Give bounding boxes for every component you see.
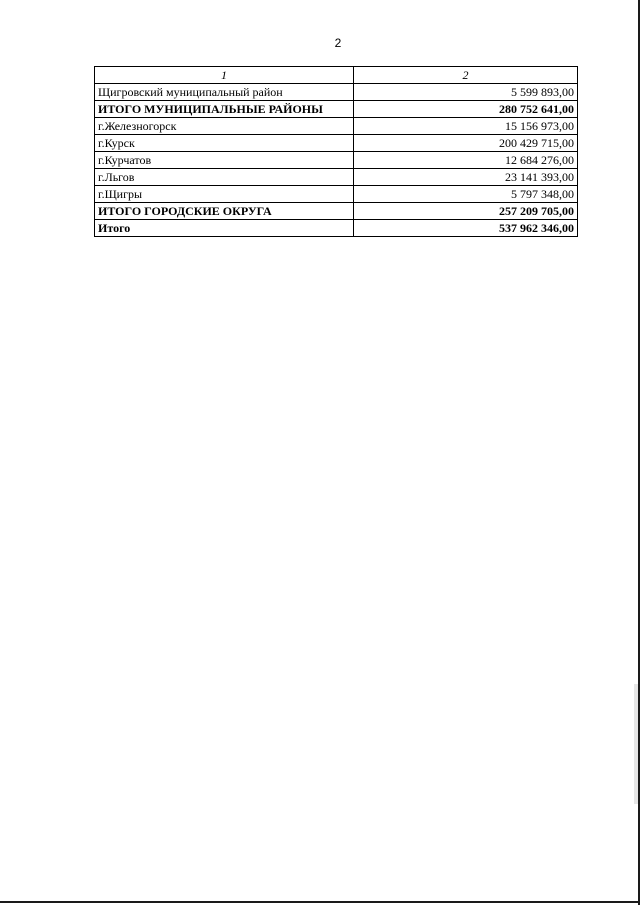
row-value: 257 209 705,00 (354, 203, 578, 220)
table-row (95, 169, 578, 186)
table-row (95, 186, 578, 203)
scan-artifact (634, 684, 638, 804)
table-row-subtotal (95, 101, 578, 118)
row-value: 537 962 346,00 (354, 220, 578, 237)
row-value: 5 599 893,00 (354, 84, 578, 101)
table-row (95, 135, 578, 152)
table-header-row (95, 67, 578, 84)
budget-table (94, 66, 578, 237)
row-value: 23 141 393,00 (354, 169, 578, 186)
scan-border-bottom (0, 901, 640, 903)
row-name: г.Курчатов (95, 152, 354, 169)
table-row-subtotal (95, 203, 578, 220)
row-value: 200 429 715,00 (354, 135, 578, 152)
row-name: г.Железногорск (95, 118, 354, 135)
column-header-1: 1 (95, 67, 354, 84)
column-header-2: 2 (354, 67, 578, 84)
row-name: г.Льгов (95, 169, 354, 186)
row-value: 15 156 973,00 (354, 118, 578, 135)
row-name: Итого (95, 220, 354, 237)
row-value: 5 797 348,00 (354, 186, 578, 203)
row-name: Щигровский муниципальный район (95, 84, 354, 101)
row-value: 280 752 641,00 (354, 101, 578, 118)
table-row (95, 152, 578, 169)
row-value: 12 684 276,00 (354, 152, 578, 169)
table-row-total (95, 220, 578, 237)
row-name: ИТОГО ГОРОДСКИЕ ОКРУГА (95, 203, 354, 220)
row-name: г.Щигры (95, 186, 354, 203)
row-name: г.Курск (95, 135, 354, 152)
table-row (95, 84, 578, 101)
row-name: ИТОГО МУНИЦИПАЛЬНЫЕ РАЙОНЫ (95, 101, 354, 118)
page-number: 2 (334, 36, 342, 50)
table-row (95, 118, 578, 135)
